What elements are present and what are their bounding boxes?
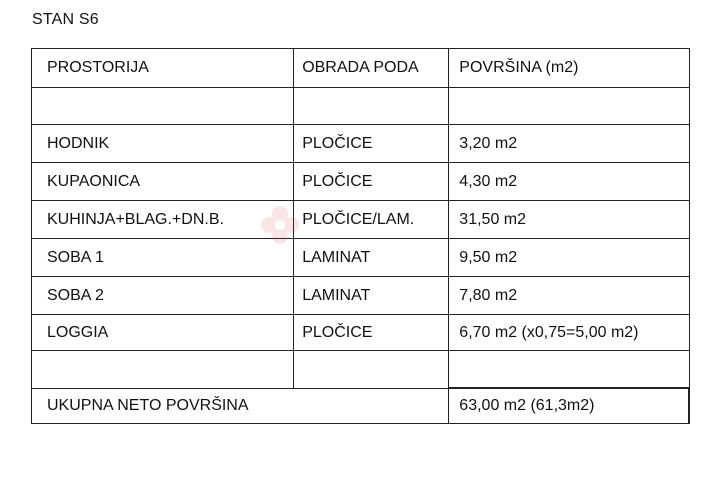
table-row bbox=[32, 239, 690, 277]
table-row bbox=[32, 315, 690, 351]
room-name: KUPAONICA bbox=[32, 163, 294, 201]
floor-finish: PLOČICE bbox=[294, 163, 449, 201]
table-row bbox=[32, 125, 690, 163]
header-room: PROSTORIJA bbox=[32, 49, 294, 88]
floor-finish: PLOČICE bbox=[294, 125, 449, 163]
room-name: LOGGIA bbox=[32, 315, 294, 351]
room-area: 7,80 m2 bbox=[449, 277, 689, 315]
floor-finish: PLOČICE bbox=[294, 315, 449, 351]
floor-finish: LAMINAT bbox=[294, 277, 449, 315]
total-label: UKUPNA NETO POVRŠINA bbox=[32, 388, 449, 424]
empty-row bbox=[32, 88, 690, 125]
table-row bbox=[32, 163, 690, 201]
total-row bbox=[32, 388, 690, 424]
empty-cell bbox=[32, 351, 294, 389]
empty-cell bbox=[294, 351, 449, 389]
room-area: 3,20 m2 bbox=[449, 125, 689, 163]
room-name: HODNIK bbox=[32, 125, 294, 163]
header-floor-finish: OBRADA PODA bbox=[294, 49, 449, 88]
room-area: 9,50 m2 bbox=[449, 239, 689, 277]
document-title: STAN S6 bbox=[32, 11, 99, 28]
table-row bbox=[32, 277, 690, 315]
room-area: 6,70 m2 (x0,75=5,00 m2) bbox=[449, 315, 689, 351]
floor-finish: PLOČICE/LAM. bbox=[294, 201, 449, 239]
table-header-row bbox=[32, 49, 690, 88]
room-name: SOBA 2 bbox=[32, 277, 294, 315]
floor-finish: LAMINAT bbox=[294, 239, 449, 277]
empty-row bbox=[32, 351, 690, 389]
total-area: 63,00 m2 (61,3m2) bbox=[449, 388, 689, 424]
table-row bbox=[32, 201, 690, 239]
room-area: 31,50 m2 bbox=[449, 201, 689, 239]
empty-cell bbox=[294, 88, 449, 125]
room-area: 4,30 m2 bbox=[449, 163, 689, 201]
empty-cell bbox=[32, 88, 294, 125]
empty-cell bbox=[449, 351, 689, 389]
room-name: KUHINJA+BLAG.+DN.B. bbox=[32, 201, 294, 239]
header-area: POVRŠINA (m2) bbox=[449, 49, 689, 88]
room-name: SOBA 1 bbox=[32, 239, 294, 277]
empty-cell bbox=[449, 88, 689, 125]
room-area-table bbox=[31, 48, 690, 424]
